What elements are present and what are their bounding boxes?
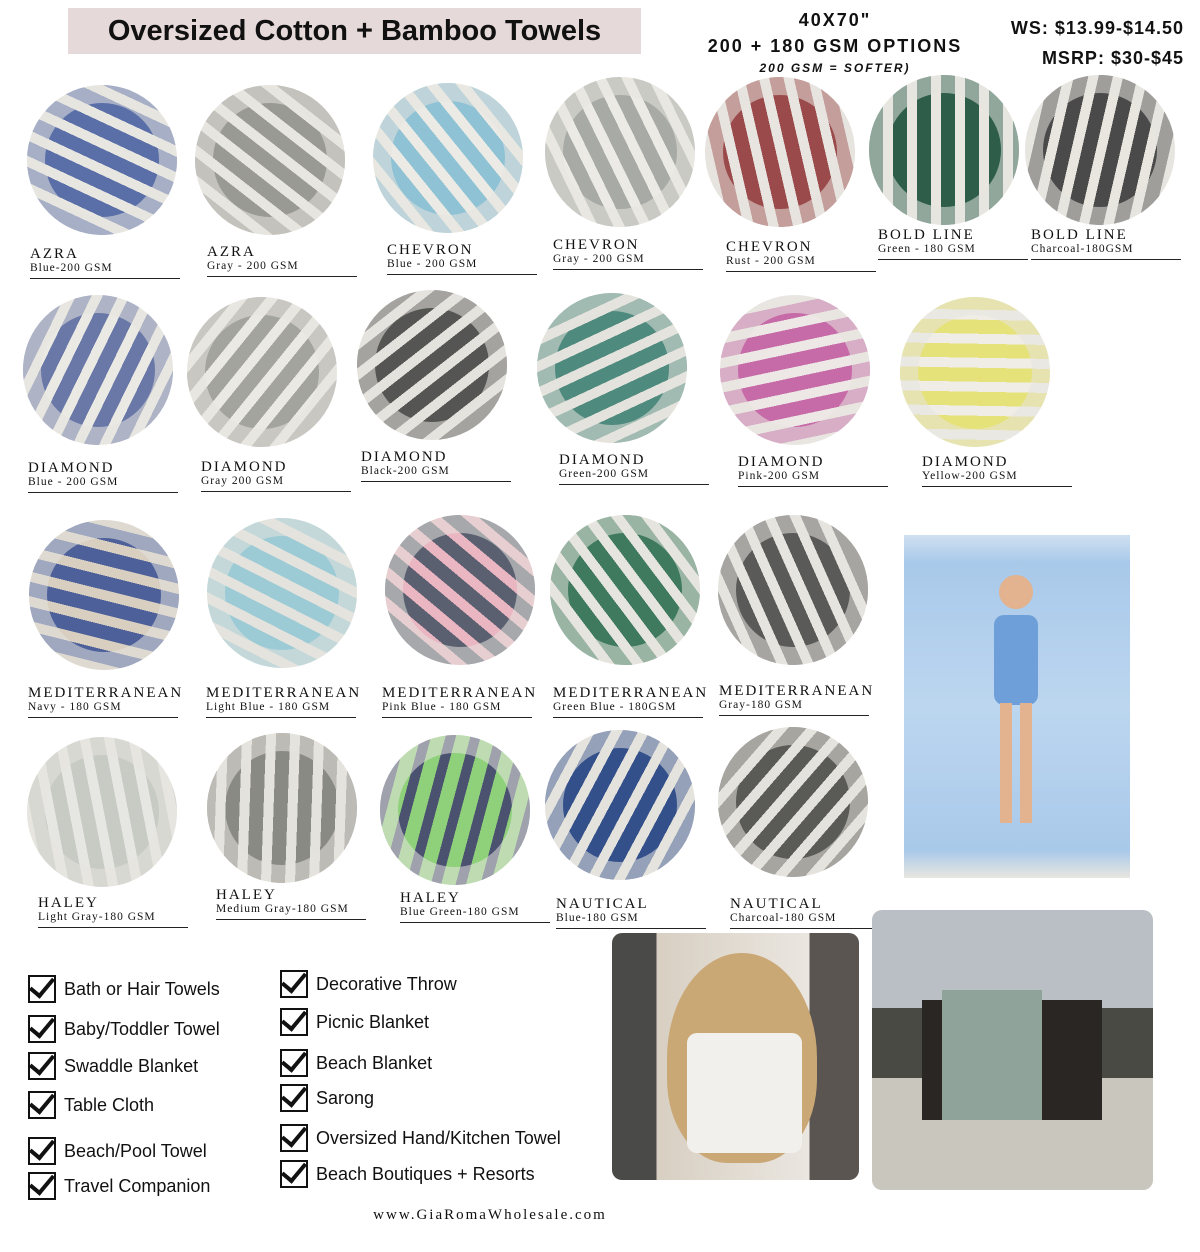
product-name: DIAMOND bbox=[738, 454, 825, 470]
product-photo-mediterranean bbox=[385, 515, 535, 665]
product-label bbox=[1031, 228, 1181, 260]
label-underline bbox=[553, 269, 703, 270]
label-underline bbox=[556, 928, 706, 929]
product-photo-azra bbox=[195, 85, 345, 235]
msrp-price: MSRP: $30-$45 bbox=[1041, 48, 1184, 68]
product-photo-diamond bbox=[357, 290, 507, 440]
product-photo-mediterranean bbox=[207, 518, 357, 668]
product-label bbox=[730, 897, 880, 929]
product-variant: Charcoal-180GSM bbox=[1031, 243, 1134, 255]
label-underline bbox=[201, 491, 351, 492]
gsm-options: 200 + 180 GSM OPTIONS bbox=[707, 36, 963, 56]
label-underline bbox=[207, 276, 357, 277]
label-underline bbox=[400, 922, 550, 923]
use-item bbox=[28, 1015, 220, 1043]
product-variant: Light Blue - 180 GSM bbox=[206, 701, 331, 713]
product-variant: Rust - 200 GSM bbox=[726, 255, 816, 267]
use-label: Bath or Hair Towels bbox=[64, 978, 220, 999]
product-name: HALEY bbox=[216, 887, 277, 903]
product-name: DIAMOND bbox=[361, 449, 448, 465]
product-label bbox=[38, 896, 188, 928]
product-variant: Blue Green-180 GSM bbox=[400, 906, 520, 918]
product-name: MEDITERRANEAN bbox=[719, 683, 875, 699]
product-name: BOLD LINE bbox=[878, 227, 975, 243]
product-photo-haley bbox=[380, 735, 530, 885]
product-label bbox=[559, 453, 709, 485]
label-underline bbox=[559, 484, 709, 485]
use-item bbox=[28, 1172, 210, 1200]
product-label bbox=[726, 240, 876, 272]
checkbox-checked-icon bbox=[280, 1049, 308, 1077]
product-name: MEDITERRANEAN bbox=[206, 685, 362, 701]
use-label: Travel Companion bbox=[64, 1175, 211, 1196]
product-variant: Blue-180 GSM bbox=[556, 912, 639, 924]
product-photo-mediterranean bbox=[550, 515, 700, 665]
product-variant: Blue - 200 GSM bbox=[387, 258, 478, 270]
product-photo-chevron bbox=[705, 77, 855, 227]
checkbox-checked-icon bbox=[28, 1091, 56, 1119]
product-photo-diamond bbox=[900, 297, 1050, 447]
product-label bbox=[382, 686, 537, 718]
title-banner bbox=[68, 8, 641, 54]
product-name: HALEY bbox=[38, 895, 99, 911]
label-underline bbox=[553, 717, 703, 718]
product-name: MEDITERRANEAN bbox=[382, 685, 538, 701]
use-item bbox=[280, 1084, 374, 1112]
product-label bbox=[28, 686, 183, 718]
product-variant: Gray - 200 GSM bbox=[553, 253, 645, 265]
product-name: DIAMOND bbox=[28, 460, 115, 476]
use-item bbox=[28, 1137, 207, 1165]
label-underline bbox=[726, 271, 876, 272]
product-label bbox=[553, 238, 703, 270]
product-variant: Medium Gray-180 GSM bbox=[216, 903, 349, 915]
product-label bbox=[719, 684, 874, 716]
product-name: HALEY bbox=[400, 890, 461, 906]
product-name: NAUTICAL bbox=[730, 896, 823, 912]
use-label: Sarong bbox=[316, 1087, 375, 1108]
use-item bbox=[280, 1049, 432, 1077]
product-photo-diamond bbox=[187, 297, 337, 447]
product-photo-mediterranean bbox=[29, 520, 179, 670]
product-variant: Navy - 180 GSM bbox=[28, 701, 122, 713]
label-underline bbox=[28, 717, 178, 718]
page-title: Oversized Cotton + Bamboo Towels bbox=[107, 15, 602, 47]
product-label bbox=[556, 897, 706, 929]
wholesale-price: WS: $13.99-$14.50 bbox=[1010, 18, 1184, 38]
label-underline bbox=[1031, 259, 1181, 260]
product-variant: Green-200 GSM bbox=[559, 468, 649, 480]
product-label bbox=[878, 228, 1028, 260]
product-variant: Green - 180 GSM bbox=[878, 243, 976, 255]
product-name: AZRA bbox=[30, 246, 79, 262]
use-item bbox=[28, 1052, 198, 1080]
label-underline bbox=[38, 927, 188, 928]
checkbox-checked-icon bbox=[280, 1160, 308, 1188]
use-label: Picnic Blanket bbox=[316, 1011, 430, 1032]
checkbox-checked-icon bbox=[28, 1015, 56, 1043]
label-underline bbox=[382, 717, 532, 718]
use-label: Beach Blanket bbox=[316, 1052, 433, 1073]
use-label: Beach/Pool Towel bbox=[64, 1140, 207, 1161]
product-variant: Light Gray-180 GSM bbox=[38, 911, 156, 923]
product-photo-diamond bbox=[720, 295, 870, 445]
use-item bbox=[280, 1124, 561, 1152]
product-photo-haley bbox=[207, 733, 357, 883]
use-label: Beach Boutiques + Resorts bbox=[316, 1163, 535, 1184]
product-photo-nautical bbox=[718, 727, 868, 877]
product-variant: Yellow-200 GSM bbox=[922, 470, 1018, 482]
product-label bbox=[216, 888, 366, 920]
product-variant: Black-200 GSM bbox=[361, 465, 450, 477]
girl-on-towel-photo bbox=[904, 535, 1130, 878]
product-photo-bold-line bbox=[869, 75, 1019, 225]
product-photo-chevron bbox=[373, 83, 523, 233]
patio-chair-photo bbox=[872, 910, 1153, 1190]
product-photo-azra bbox=[27, 85, 177, 235]
product-label bbox=[361, 450, 511, 482]
use-label: Decorative Throw bbox=[316, 973, 457, 994]
product-variant: Gray 200 GSM bbox=[201, 475, 284, 487]
use-item bbox=[28, 1091, 154, 1119]
checkbox-checked-icon bbox=[28, 1172, 56, 1200]
product-name: AZRA bbox=[207, 244, 256, 260]
product-variant: Gray - 200 GSM bbox=[207, 260, 299, 272]
product-name: MEDITERRANEAN bbox=[553, 685, 709, 701]
checkbox-checked-icon bbox=[280, 1008, 308, 1036]
product-variant: Pink-200 GSM bbox=[738, 470, 820, 482]
label-underline bbox=[30, 278, 180, 279]
product-name: DIAMOND bbox=[201, 459, 288, 475]
egg-chair-photo bbox=[612, 933, 859, 1180]
product-photo-nautical bbox=[545, 730, 695, 880]
use-item bbox=[28, 975, 220, 1003]
product-name: NAUTICAL bbox=[556, 896, 649, 912]
product-name: CHEVRON bbox=[726, 239, 813, 255]
product-name: DIAMOND bbox=[922, 454, 1009, 470]
product-variant: Charcoal-180 GSM bbox=[730, 912, 837, 924]
product-name: MEDITERRANEAN bbox=[28, 685, 184, 701]
product-name: BOLD LINE bbox=[1031, 227, 1128, 243]
product-photo-diamond bbox=[23, 295, 173, 445]
product-variant: Pink Blue - 180 GSM bbox=[382, 701, 502, 713]
label-underline bbox=[878, 259, 1028, 260]
product-name: DIAMOND bbox=[559, 452, 646, 468]
checkbox-checked-icon bbox=[280, 1084, 308, 1112]
checkbox-checked-icon bbox=[28, 1052, 56, 1080]
gsm-note: 200 GSM = SOFTER) bbox=[759, 61, 911, 75]
product-label bbox=[738, 455, 888, 487]
use-label: Swaddle Blanket bbox=[64, 1055, 199, 1076]
label-underline bbox=[730, 928, 880, 929]
product-photo-chevron bbox=[545, 77, 695, 227]
product-photo-diamond bbox=[537, 293, 687, 443]
product-variant: Green Blue - 180GSM bbox=[553, 701, 677, 713]
label-underline bbox=[216, 919, 366, 920]
product-label bbox=[28, 461, 178, 493]
label-underline bbox=[361, 481, 511, 482]
product-variant: Blue-200 GSM bbox=[30, 262, 113, 274]
product-photo-haley bbox=[27, 737, 177, 887]
checkbox-checked-icon bbox=[280, 970, 308, 998]
use-item bbox=[280, 1160, 535, 1188]
checkbox-checked-icon bbox=[28, 1137, 56, 1165]
use-label: Oversized Hand/Kitchen Towel bbox=[316, 1127, 561, 1148]
product-variant: Gray-180 GSM bbox=[719, 699, 803, 711]
label-underline bbox=[387, 274, 537, 275]
product-label bbox=[201, 460, 351, 492]
label-underline bbox=[28, 492, 178, 493]
label-underline bbox=[719, 715, 869, 716]
size-spec: 40X70" bbox=[798, 10, 872, 30]
label-underline bbox=[738, 486, 888, 487]
use-item bbox=[280, 1008, 429, 1036]
product-label bbox=[207, 245, 357, 277]
product-photo-bold-line bbox=[1025, 75, 1175, 225]
label-underline bbox=[206, 717, 356, 718]
product-label bbox=[30, 247, 180, 279]
use-label: Table Cloth bbox=[64, 1094, 155, 1115]
use-label: Baby/Toddler Towel bbox=[64, 1018, 220, 1039]
website-footer: www.GiaRomaWholesale.com bbox=[373, 1207, 607, 1223]
product-label bbox=[922, 455, 1072, 487]
checkbox-checked-icon bbox=[280, 1124, 308, 1152]
product-label bbox=[387, 243, 537, 275]
label-underline bbox=[922, 486, 1072, 487]
product-label bbox=[206, 686, 361, 718]
product-name: CHEVRON bbox=[387, 242, 474, 258]
checkbox-checked-icon bbox=[28, 975, 56, 1003]
product-label bbox=[553, 686, 708, 718]
use-item bbox=[280, 970, 457, 998]
product-label bbox=[400, 891, 550, 923]
product-name: CHEVRON bbox=[553, 237, 640, 253]
product-variant: Blue - 200 GSM bbox=[28, 476, 119, 488]
product-photo-mediterranean bbox=[718, 515, 868, 665]
